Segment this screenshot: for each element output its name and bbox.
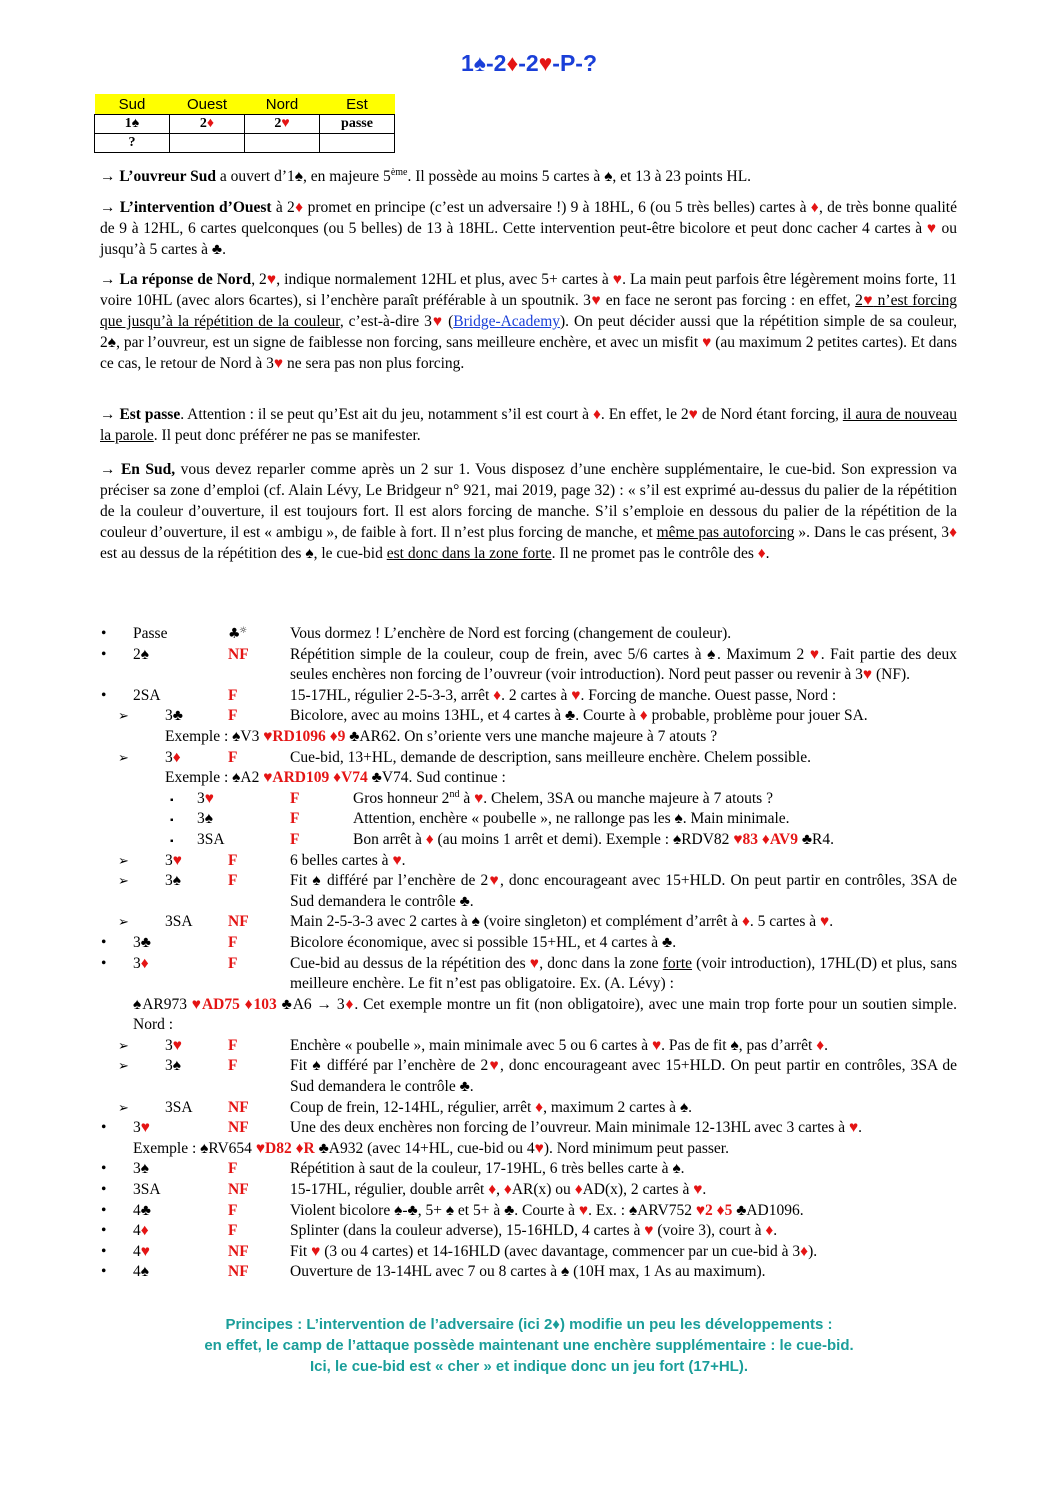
list-item <box>0 1262 1058 1283</box>
bid-description: Cue-bid, 13+HL, demande de description, sans meilleure enchère. Chelem possible. <box>290 748 811 766</box>
list-item <box>0 830 1058 851</box>
example-line: Exemple : ♠V3 ♥RD1096 ♦9 ♣AR62. On s’oriente vers une manche majeure à 7 atouts ? <box>165 727 718 745</box>
bid-description: Violent bicolore ♠-♣, 5+ ♠ et 5+ à ♣. Courte à ♥. Ex. : ♠ARV752 ♥2 ♦5 ♣AD1096. <box>290 1201 804 1219</box>
bid: 4♦ <box>133 1222 149 1240</box>
list-item <box>0 809 1058 830</box>
force-label: F <box>228 1160 238 1178</box>
example-line: Exemple : ♠A2 ♥ARD109 ♦V74 ♣V74. Sud continue : <box>165 769 506 787</box>
auction-row <box>95 134 395 153</box>
arrow-bullet: ➢ <box>118 852 129 868</box>
bid-description: Gros honneur 2nd à ♥. Chelem, 3SA ou manche majeure à 7 atouts ? <box>353 788 773 807</box>
force-label: F <box>228 1036 238 1054</box>
arrow-bullet: ➢ <box>118 873 129 889</box>
bid-description: Vous dormez ! L’enchère de Nord est forcing (changement de couleur). <box>290 625 732 642</box>
bid-description: Cue-bid au dessus de la répétition des ♥, donc dans la zone forte (voir introduction), 17HL(D) et plus, sans meilleure enchère. Le fit n’est pas obligatoire. Ex. (A. Lévy) : <box>290 954 957 993</box>
bid-description: 15-17HL, régulier, double arrêt ♦, ♦AR(x) ou ♦AD(x), 2 cartes à ♥. <box>290 1181 707 1199</box>
bid: 3♣ <box>133 933 151 951</box>
bid: 3SA <box>165 913 193 931</box>
list-item <box>0 748 1058 769</box>
bullet: • <box>101 1242 107 1260</box>
force-label: NF <box>228 913 249 931</box>
bid: 4♣ <box>133 1201 151 1219</box>
bid-description: Fit ♠ différé par l’enchère de 2♥, donc encourageant avec 15+HLD. On peut partir en contrôles, 3SA de Sud demandera le contrôle ♣. <box>290 872 958 910</box>
bid-description: Fit ♠ différé par l’enchère de 2♥, donc encourageant avec 15+HLD. On peut partir en contrôles, 3SA de Sud demandera le contrôle ♣. <box>290 1057 958 1096</box>
list-item <box>0 912 1058 933</box>
force-label: F <box>228 707 238 725</box>
force-label: F <box>228 851 238 869</box>
page-title: 1♠-2♦-2♥-P-? <box>460 50 598 76</box>
bridge-academy-link[interactable]: Bridge-Academy <box>453 313 561 330</box>
example-line: Exemple : ♠RV654 ♥D82 ♦R ♣A932 (avec 14+HL, cue-bid ou 4♥). Nord minimum peut passer. <box>133 1139 729 1157</box>
force-label: F <box>228 933 238 951</box>
bid-description: Attention, enchère « poubelle », ne rallonge pas les ♠. Main minimale. <box>353 810 790 828</box>
bid: 3♠ <box>197 810 213 828</box>
arrow-bullet: ➢ <box>118 1058 129 1074</box>
bid-description: 15-17HL, régulier 2-5-3-3, arrêt ♦. 2 cartes à ♥. Forcing de manche. Ouest passe, Nord : <box>290 686 837 704</box>
arrow-bullet: ➢ <box>118 749 129 765</box>
bid: 3♥ <box>165 851 182 869</box>
bid-description: Main 2-5-3-3 avec 2 cartes à ♠ (voire singleton) et complément d’arrêt à ♦. 5 cartes à ♥. <box>290 913 834 931</box>
bullet: • <box>101 625 107 642</box>
force-label: NF <box>228 1119 249 1137</box>
svg-text:♣: ♣ <box>228 626 241 640</box>
header-ouest: Ouest <box>170 94 245 115</box>
bullet: • <box>101 645 107 663</box>
bid-description: Fit ♥ (3 ou 4 cartes) et 14-16HLD (avec davantage, commencer par un cue-bid à 3♦). <box>290 1242 818 1260</box>
force-label: F <box>228 1201 238 1219</box>
bid: 3♣ <box>165 707 183 725</box>
force-label: NF <box>228 1242 249 1260</box>
arrow-bullet: ➢ <box>118 1037 129 1053</box>
cell-est: passe <box>320 115 395 134</box>
example-line: ♠AR973 ♥AD75 ♦103 ♣A6 → 3♦. Cet exemple montre un fit (non obligatoire), avec une main trop forte pour un soutien simple. Nord : <box>133 995 958 1034</box>
bid-description: Bicolore, avec au moins 13HL, et 4 cartes à ♣. Courte à ♦ probable, problème pour jouer SA. <box>290 707 868 725</box>
principes-line: Ici, le cue-bid est « cher » et indique donc un jeu fort (17+HL). <box>310 1358 748 1375</box>
bid: 3♠ <box>165 1057 181 1075</box>
arrow-bullet: ➢ <box>118 708 129 724</box>
list-item <box>0 1201 1058 1222</box>
list-item <box>0 1221 1058 1242</box>
bid-description: Ouverture de 13-14HL avec 7 ou 8 cartes à ♠ (10H max, 1 As au maximum). <box>290 1263 766 1281</box>
list-item <box>0 1159 1058 1180</box>
list-item <box>0 1056 1058 1097</box>
force-label: F <box>290 789 300 807</box>
square-bullet: ▪ <box>170 794 174 806</box>
auction-table <box>94 94 395 153</box>
list-item <box>0 954 1058 995</box>
bullet: • <box>101 1201 107 1219</box>
bid-description: Bicolore économique, avec si possible 15+HL, et 4 cartes à ♣. <box>290 933 677 951</box>
paragraph-est-passe: → Est passe. Attention : il se peut qu’Est ait du jeu, notamment s’il est court à ♦. En effet, le 2♥ de Nord étant forcing, il aura de nouveau la parole. Il peut donc préférer ne pas se manifester. <box>100 406 958 444</box>
list-item <box>0 851 1058 872</box>
bid: 3♥ <box>165 1036 182 1054</box>
bid-description: 6 belles cartes à ♥. <box>290 851 406 869</box>
cell-sud: 1♠ <box>95 115 170 134</box>
cell-nord: 2♥ <box>245 115 320 134</box>
list-item <box>0 1242 1058 1263</box>
arrow-bullet: ➢ <box>118 914 129 930</box>
bid: 4♥ <box>133 1242 150 1260</box>
bullet: • <box>101 1160 107 1178</box>
bullet: • <box>101 1263 107 1281</box>
square-bullet: ▪ <box>170 815 174 827</box>
force-label: F <box>228 686 238 704</box>
header-sud: Sud <box>95 94 170 115</box>
list-item <box>0 1180 1058 1201</box>
bullet: • <box>101 954 107 972</box>
force-label: F <box>228 748 238 766</box>
list-item <box>0 645 1058 686</box>
list-item <box>0 1036 1058 1057</box>
bullet: • <box>101 933 107 951</box>
bid-description: Coup de frein, 12-14HL, régulier, arrêt ♦, maximum 2 cartes à ♠. <box>290 1098 693 1116</box>
bullet: • <box>101 1119 107 1137</box>
force-label: NF <box>228 1098 249 1116</box>
bullet: • <box>101 686 107 704</box>
bullet: • <box>101 1181 107 1199</box>
list-item <box>0 624 1058 645</box>
cell-ouest: 2♦ <box>170 115 245 134</box>
cell-empty <box>170 134 245 153</box>
bid: 3SA <box>133 1181 161 1199</box>
list-item <box>0 706 1058 727</box>
svg-text:☼: ☼ <box>239 626 248 636</box>
bid: 3♦ <box>133 954 149 972</box>
header-est: Est <box>320 94 395 115</box>
bid-description: Splinter (dans la couleur adverse), 15-16HLD, 4 cartes à ♥ (voire 3), court à ♦. <box>290 1222 778 1240</box>
square-bullet: ▪ <box>170 835 174 847</box>
force-label: NF <box>228 1263 249 1281</box>
sleeping-icon <box>228 624 250 647</box>
list-item <box>0 871 1058 912</box>
bid: 3SA <box>197 830 225 848</box>
bid: 4♠ <box>133 1263 149 1281</box>
bid: 2SA <box>133 686 161 704</box>
paragraph-intervention: → L’intervention d’Ouest à 2♦ promet en principe (c’est un adversaire !) 9 à 18HL, 6 (ou 5 très belles) cartes à ♦, de très bonne qualité de 9 à 12HL, 6 cartes quelconques (ou 5 belles) de 13 à 18HL. Cette intervention peut-être bicolore et peut donc cacher 4 cartes à ♥ ou jusqu’à 5 cartes à ♣. <box>100 199 957 258</box>
bid-list <box>0 624 1058 1283</box>
force-label: F <box>228 1057 238 1075</box>
bid-description: Enchère « poubelle », main minimale avec 5 ou 6 cartes à ♥. Pas de fit ♠, pas d’arrêt ♦. <box>290 1036 828 1054</box>
auction-header-row <box>95 94 395 115</box>
force-label: F <box>228 1222 238 1240</box>
bid-description: Une des deux enchères non forcing de l’ouvreur. Main minimale 12-13HL avec 3 cartes à ♥. <box>290 1119 863 1137</box>
principes-line: Principes : L’intervention de l’adversaire (ici 2♦) modifie un peu les développements : <box>225 1316 833 1333</box>
force-label: F <box>290 810 300 828</box>
force-label: F <box>228 954 238 972</box>
list-item <box>0 686 1058 707</box>
force-label: F <box>228 872 238 890</box>
force-label: NF <box>228 645 249 663</box>
bid: 3♠ <box>133 1160 149 1178</box>
bid-description: Bon arrêt à ♦ (au moins 1 arrêt et demi). Exemple : ♠RDV82 ♥83 ♦AV9 ♣R4. <box>353 830 834 848</box>
bid: 3♠ <box>165 872 181 890</box>
header-nord: Nord <box>245 94 320 115</box>
cell-sud-question: ? <box>95 134 170 153</box>
list-item <box>0 789 1058 810</box>
bid: 3♦ <box>165 748 181 766</box>
principes-note <box>0 1314 1058 1377</box>
cell-empty <box>245 134 320 153</box>
paragraph-reponse: → La réponse de Nord, 2♥, indique normalement 12HL et plus, avec 5+ cartes à ♥. La main peut parfois être légèrement moins forte, 11 voire 10HL (avec alors 6cartes), si l’enchère paraît préférable à un spoutnik. 3♥ en face ne seront pas forcing : en effet, 2♥ n’est forcing que jusqu’à la répétition de la couleur, c’est-à-dire 3♥ (Bridge-Academy). On peut décider aussi que la répétition simple de sa couleur, 2♠, par l’ouvreur, est un signe de faiblesse non forcing, sans meilleure enchère, et avec un misfit ♥ (au maximum 2 petites cartes). Et dans ce cas, le retour de Nord à 3♥ ne sera pas non plus forcing. <box>100 271 958 372</box>
bid-description: Répétition à saut de la couleur, 17-19HL, 6 très belles carte à ♠. <box>290 1160 685 1178</box>
force-label: F <box>290 830 300 848</box>
bid-description: Répétition simple de la couleur, coup de frein, avec 5/6 cartes à ♠. Maximum 2 ♥. Fait partie des deux seules enchères non forcing de l’ouvreur (voir introduction). Nord peut passer ou revenir à 3♥ (NF). <box>290 645 957 684</box>
auction-row <box>95 115 395 134</box>
bid: 3♥ <box>197 789 214 807</box>
paragraph-ouvreur: → L’ouvreur Sud a ouvert d’1♠, en majeure 5ème. Il possède au moins 5 cartes à ♠, et 13 à 23 points HL. <box>100 166 752 185</box>
arrow-bullet: ➢ <box>118 1099 129 1115</box>
bid: Passe <box>133 625 168 642</box>
principes-line: en effet, le camp de l’attaque possède maintenant une enchère supplémentaire : le cue-bid. <box>204 1337 854 1354</box>
paragraph-en-sud: → En Sud, vous devez reparler comme après un 2 sur 1. Vous disposez d’une enchère supplémentaire, le cue-bid. Son expression va préciser sa zone d’emploi (cf. Alain Lévy, Le Bridgeur n° 921, mai 2019, page 32) : « s’il est exprimé au-dessus du palier de la répétition de la couleur d’ouverture, il est toujours fort. Il est alors forcing de manche. S’il s’emploie en dessous du palier de la répétition de la couleur d’ouverture, il est « ambigu », de faible à fort. Il n’est plus forcing de manche, et même pas autoforcing ». Dans le cas présent, 3♦ est au dessus de la répétition des ♠, le cue-bid est donc dans la zone forte. Il ne promet pas le contrôle des ♦. <box>100 461 958 562</box>
bid: 3♥ <box>133 1119 150 1137</box>
bid: 3SA <box>165 1098 193 1116</box>
force-label: NF <box>228 1181 249 1199</box>
bid: 2♠ <box>133 645 149 663</box>
list-item <box>0 1118 1058 1139</box>
cell-empty <box>320 134 395 153</box>
bullet: • <box>101 1222 107 1240</box>
list-item <box>0 933 1058 954</box>
list-item <box>0 1098 1058 1119</box>
